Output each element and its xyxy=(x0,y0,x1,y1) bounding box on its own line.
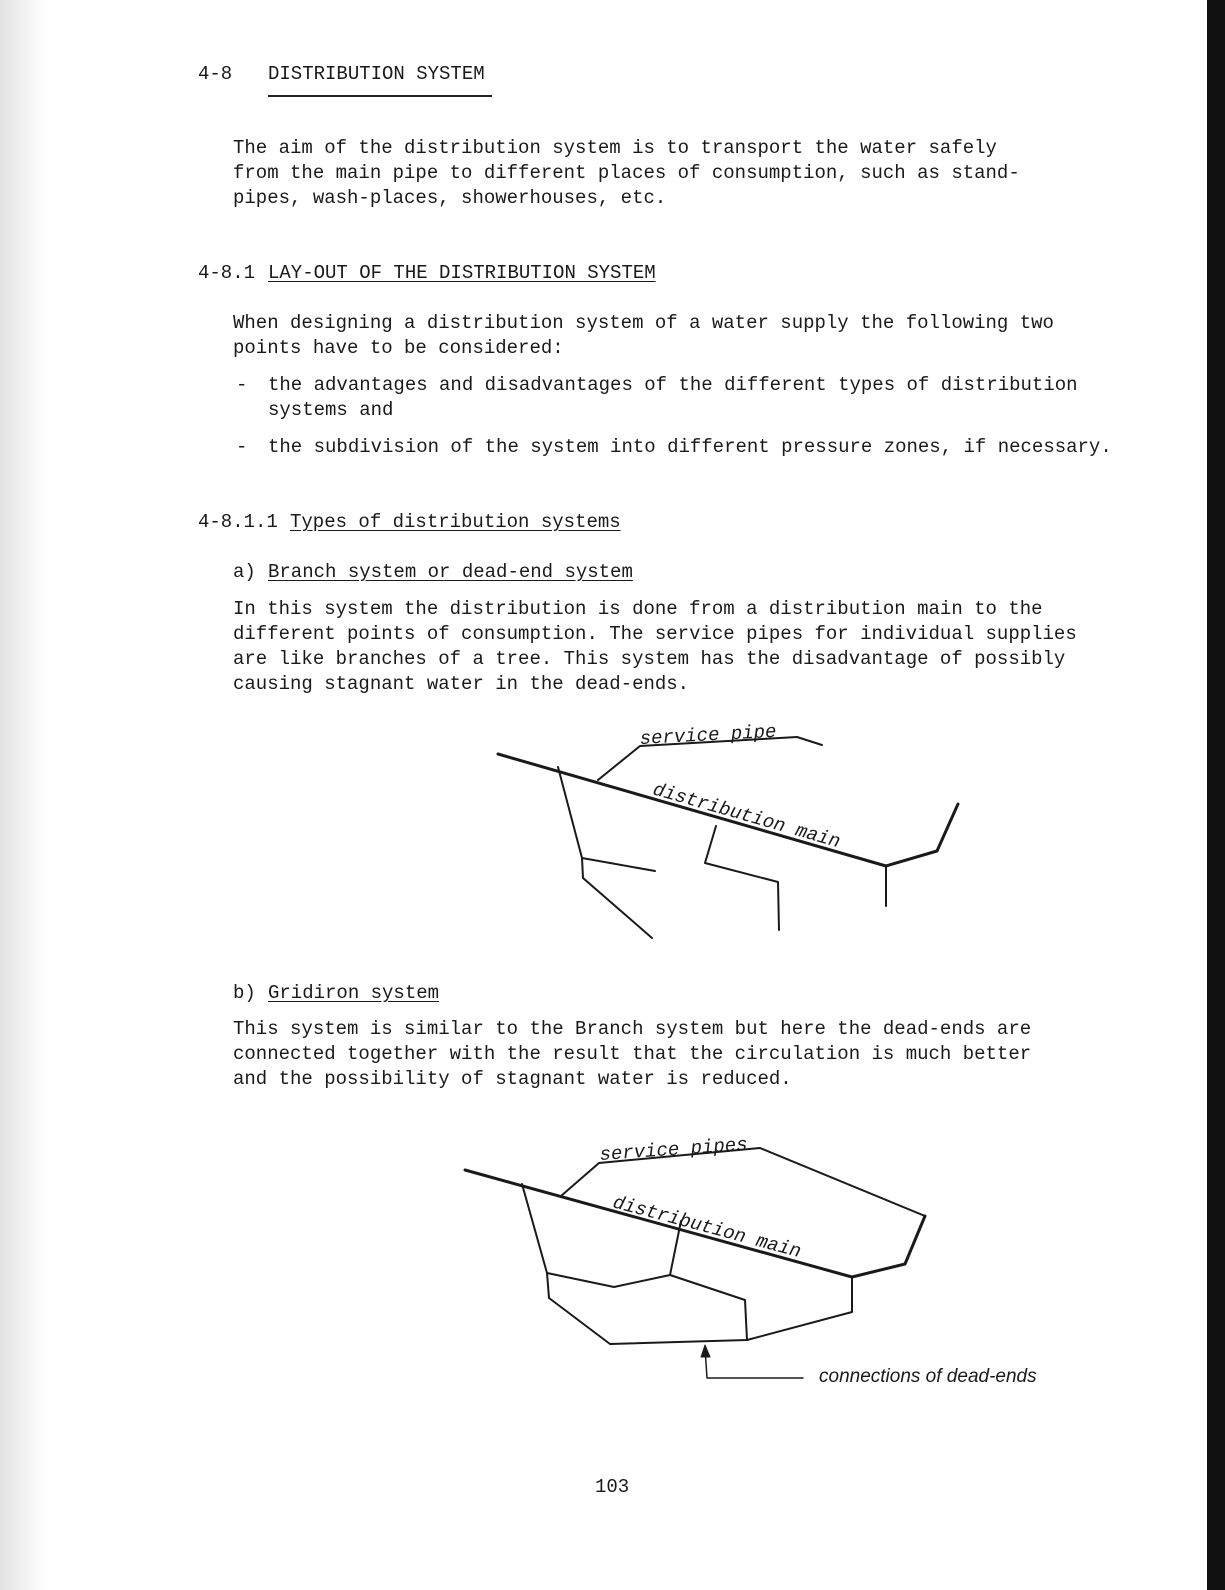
arrow-head xyxy=(701,1345,710,1357)
connections-label: connections of dead-ends xyxy=(819,1366,1037,1387)
section-title: DISTRIBUTION SYSTEM xyxy=(268,63,485,85)
grid-pipe xyxy=(547,1221,681,1287)
service-pipe-label: service pipe xyxy=(639,720,777,750)
layout-paragraph: When designing a distribution system of a water supply the following two points have to be considered: xyxy=(233,312,1054,359)
page-number: 103 xyxy=(595,1476,630,1498)
connections-pointer-line xyxy=(705,1348,803,1378)
gridiron-system-paragraph: This system is similar to the Branch system but here the dead-ends are connected together with the result that the circulation is much better and the possibility of stagnant water is reduced. xyxy=(233,1018,1032,1090)
bullet-dash: - xyxy=(236,374,248,396)
distribution-main-label: distribution main xyxy=(610,1191,804,1263)
intro-paragraph: The aim of the distribution system is to transport the water safely from the main pipe to different places of consumption, such as stand- pipes, wash-places, showerhouses, etc. xyxy=(233,137,1020,209)
section-number: 4-8 xyxy=(198,63,233,85)
branch-system-title: Branch system or dead-end system xyxy=(268,561,633,583)
distribution-main-label: distribution main xyxy=(650,778,843,854)
bullet-item: the advantages and disadvantages of the different types of distribution systems and xyxy=(268,374,1078,421)
subsection-number: 4-8.1 xyxy=(198,262,256,284)
subsubsection-number: 4-8.1.1 xyxy=(198,511,278,533)
gridiron-system-title: Gridiron system xyxy=(268,982,440,1004)
branch-system-paragraph: In this system the distribution is done from a distribution main to the different points of consumption. The service pipes for individual supplies are like branches of a tree. This system has the disadvantage of possibly causing stagnant water in the dead-ends. xyxy=(233,598,1077,695)
subsection-title: LAY-OUT OF THE DISTRIBUTION SYSTEM xyxy=(268,262,656,284)
subsubsection-title: Types of distribution systems xyxy=(290,511,621,533)
item-marker: b) xyxy=(233,982,256,1004)
service-pipes-label: service pipes xyxy=(598,1133,749,1166)
bullet-item: the subdivision of the system into different pressure zones, if necessary. xyxy=(268,436,1112,458)
grid-pipe xyxy=(670,1275,747,1340)
bullet-dash: - xyxy=(236,436,248,458)
item-marker: a) xyxy=(233,561,256,583)
